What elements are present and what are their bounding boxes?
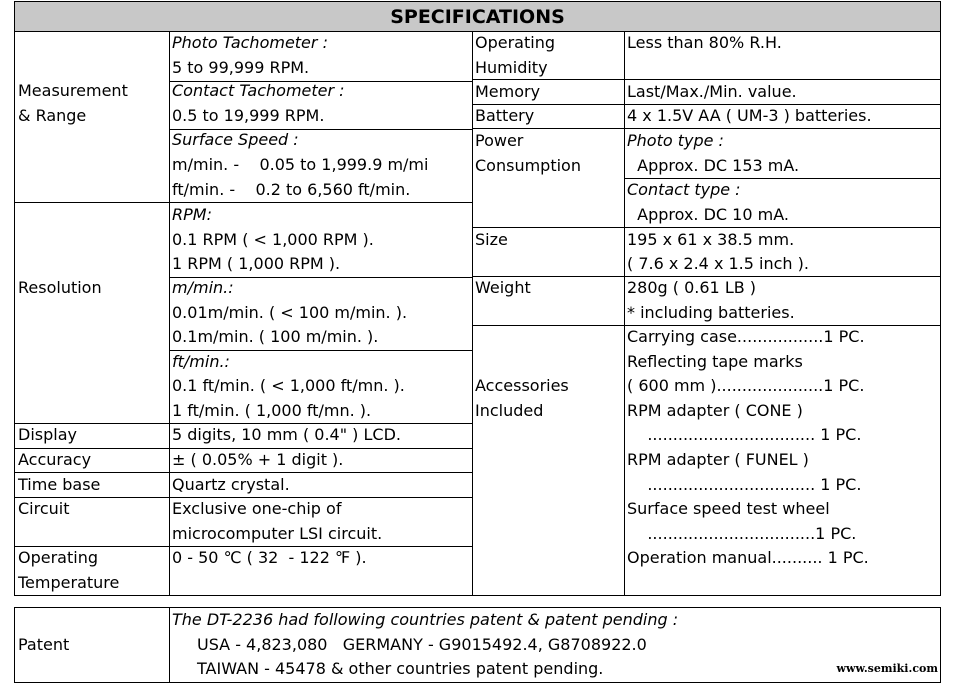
circuit-value-line1: Exclusive one-chip of xyxy=(172,499,342,518)
surface-speed-ftmin: ft/min. - 0.2 to 6,560 ft/min. xyxy=(172,180,411,199)
accessory-line: Reflecting tape marks xyxy=(627,352,803,371)
accessory-line: Carrying case.................1 PC. xyxy=(627,327,865,346)
accessory-line: Surface speed test wheel xyxy=(627,499,830,518)
accessory-line: RPM adapter ( CONE ) xyxy=(627,401,803,420)
operating-humidity-label-line1: Operating xyxy=(475,33,555,52)
accessory-line: Operation manual.......... 1 PC. xyxy=(627,548,869,567)
resolution-mmin-line1: 0.01m/min. ( < 100 m/min. ). xyxy=(172,303,408,322)
operating-temperature-label-line2: Temperature xyxy=(18,573,120,592)
memory-label: Memory xyxy=(475,82,541,101)
resolution-label: Resolution xyxy=(18,278,102,297)
resolution-rpm-line2: 1 RPM ( 1,000 RPM ). xyxy=(172,254,341,273)
resolution-rpm-line1: 0.1 RPM ( < 1,000 RPM ). xyxy=(172,230,374,249)
accuracy-value: ± ( 0.05% + 1 digit ). xyxy=(172,450,344,469)
time-base-value: Quartz crystal. xyxy=(172,475,290,494)
weight-value-line1: 280g ( 0.61 LB ) xyxy=(627,278,757,297)
power-photo-heading: Photo type : xyxy=(627,131,724,150)
operating-humidity-value: Less than 80% R.H. xyxy=(627,33,782,52)
photo-tachometer-range: 5 to 99,999 RPM. xyxy=(172,58,310,77)
col-divider xyxy=(624,32,625,595)
accuracy-label: Accuracy xyxy=(18,450,92,469)
accessory-line: .................................1 PC. xyxy=(627,524,857,543)
patent-line: USA - 4,823,080 GERMANY - G9015492.4, G8708922.0 xyxy=(197,635,647,654)
accessory-line: ................................. 1 PC. xyxy=(627,475,862,494)
size-value-line2: ( 7.6 x 2.4 x 1.5 inch ). xyxy=(627,254,809,273)
contact-tachometer-range: 0.5 to 19,999 RPM. xyxy=(172,106,325,125)
display-label: Display xyxy=(18,425,77,444)
circuit-label: Circuit xyxy=(18,499,70,518)
measurement-label-line2: & Range xyxy=(18,106,87,125)
display-value: 5 digits, 10 mm ( 0.4" ) LCD. xyxy=(172,425,401,444)
accessory-line: RPM adapter ( FUNEL ) xyxy=(627,450,809,469)
resolution-ftmin-line2: 1 ft/min. ( 1,000 ft/mn. ). xyxy=(172,401,372,420)
table-title: SPECIFICATIONS xyxy=(15,2,940,32)
operating-humidity-label-line2: Humidity xyxy=(475,58,548,77)
specifications-table xyxy=(14,1,941,596)
col-divider xyxy=(169,608,170,682)
surface-speed-mmin: m/min. - 0.05 to 1,999.9 m/mi xyxy=(172,155,429,174)
power-label-line2: Consumption xyxy=(475,156,581,175)
power-contact-heading: Contact type : xyxy=(627,180,741,199)
operating-temperature-value: 0 - 50 ℃ ( 32 - 122 ℉ ). xyxy=(172,548,367,567)
size-label: Size xyxy=(475,230,508,249)
battery-value: 4 x 1.5V AA ( UM-3 ) batteries. xyxy=(627,106,872,125)
resolution-mmin-heading: m/min.: xyxy=(172,278,234,297)
accessories-label-line2: Included xyxy=(475,401,544,420)
operating-temperature-label-line1: Operating xyxy=(18,548,98,567)
photo-tachometer-heading: Photo Tachometer : xyxy=(172,33,328,52)
col-divider xyxy=(169,32,170,595)
power-photo-value: Approx. DC 153 mA. xyxy=(627,156,800,175)
accessory-line: ( 600 mm ).....................1 PC. xyxy=(627,376,865,395)
resolution-ftmin-heading: ft/min.: xyxy=(172,352,230,371)
power-label-line1: Power xyxy=(475,131,524,150)
size-value-line1: 195 x 61 x 38.5 mm. xyxy=(627,230,795,249)
contact-tachometer-heading: Contact Tachometer : xyxy=(172,81,345,100)
weight-label: Weight xyxy=(475,278,531,297)
accessories-label-line1: Accessories xyxy=(475,376,569,395)
memory-value: Last/Max./Min. value. xyxy=(627,82,797,101)
watermark: www.semiki.com xyxy=(836,662,938,675)
resolution-rpm-heading: RPM: xyxy=(172,205,212,224)
surface-speed-heading: Surface Speed : xyxy=(172,130,299,149)
power-contact-value: Approx. DC 10 mA. xyxy=(627,205,789,224)
weight-value-line2: * including batteries. xyxy=(627,303,795,322)
resolution-mmin-line2: 0.1m/min. ( 100 m/min. ). xyxy=(172,327,379,346)
circuit-value-line2: microcomputer LSI circuit. xyxy=(172,524,383,543)
measurement-label-line1: Measurement xyxy=(18,81,128,100)
battery-label: Battery xyxy=(475,106,535,125)
resolution-ftmin-line1: 0.1 ft/min. ( < 1,000 ft/mn. ). xyxy=(172,376,405,395)
patent-line: TAIWAN - 45478 & other countries patent pending. xyxy=(197,659,604,678)
patent-label: Patent xyxy=(18,635,70,654)
accessory-line: ................................. 1 PC. xyxy=(627,425,862,444)
patent-heading: The DT-2236 had following countries patent & patent pending : xyxy=(172,610,679,629)
patent-table xyxy=(14,607,941,683)
time-base-label: Time base xyxy=(18,475,101,494)
col-divider xyxy=(472,32,473,595)
